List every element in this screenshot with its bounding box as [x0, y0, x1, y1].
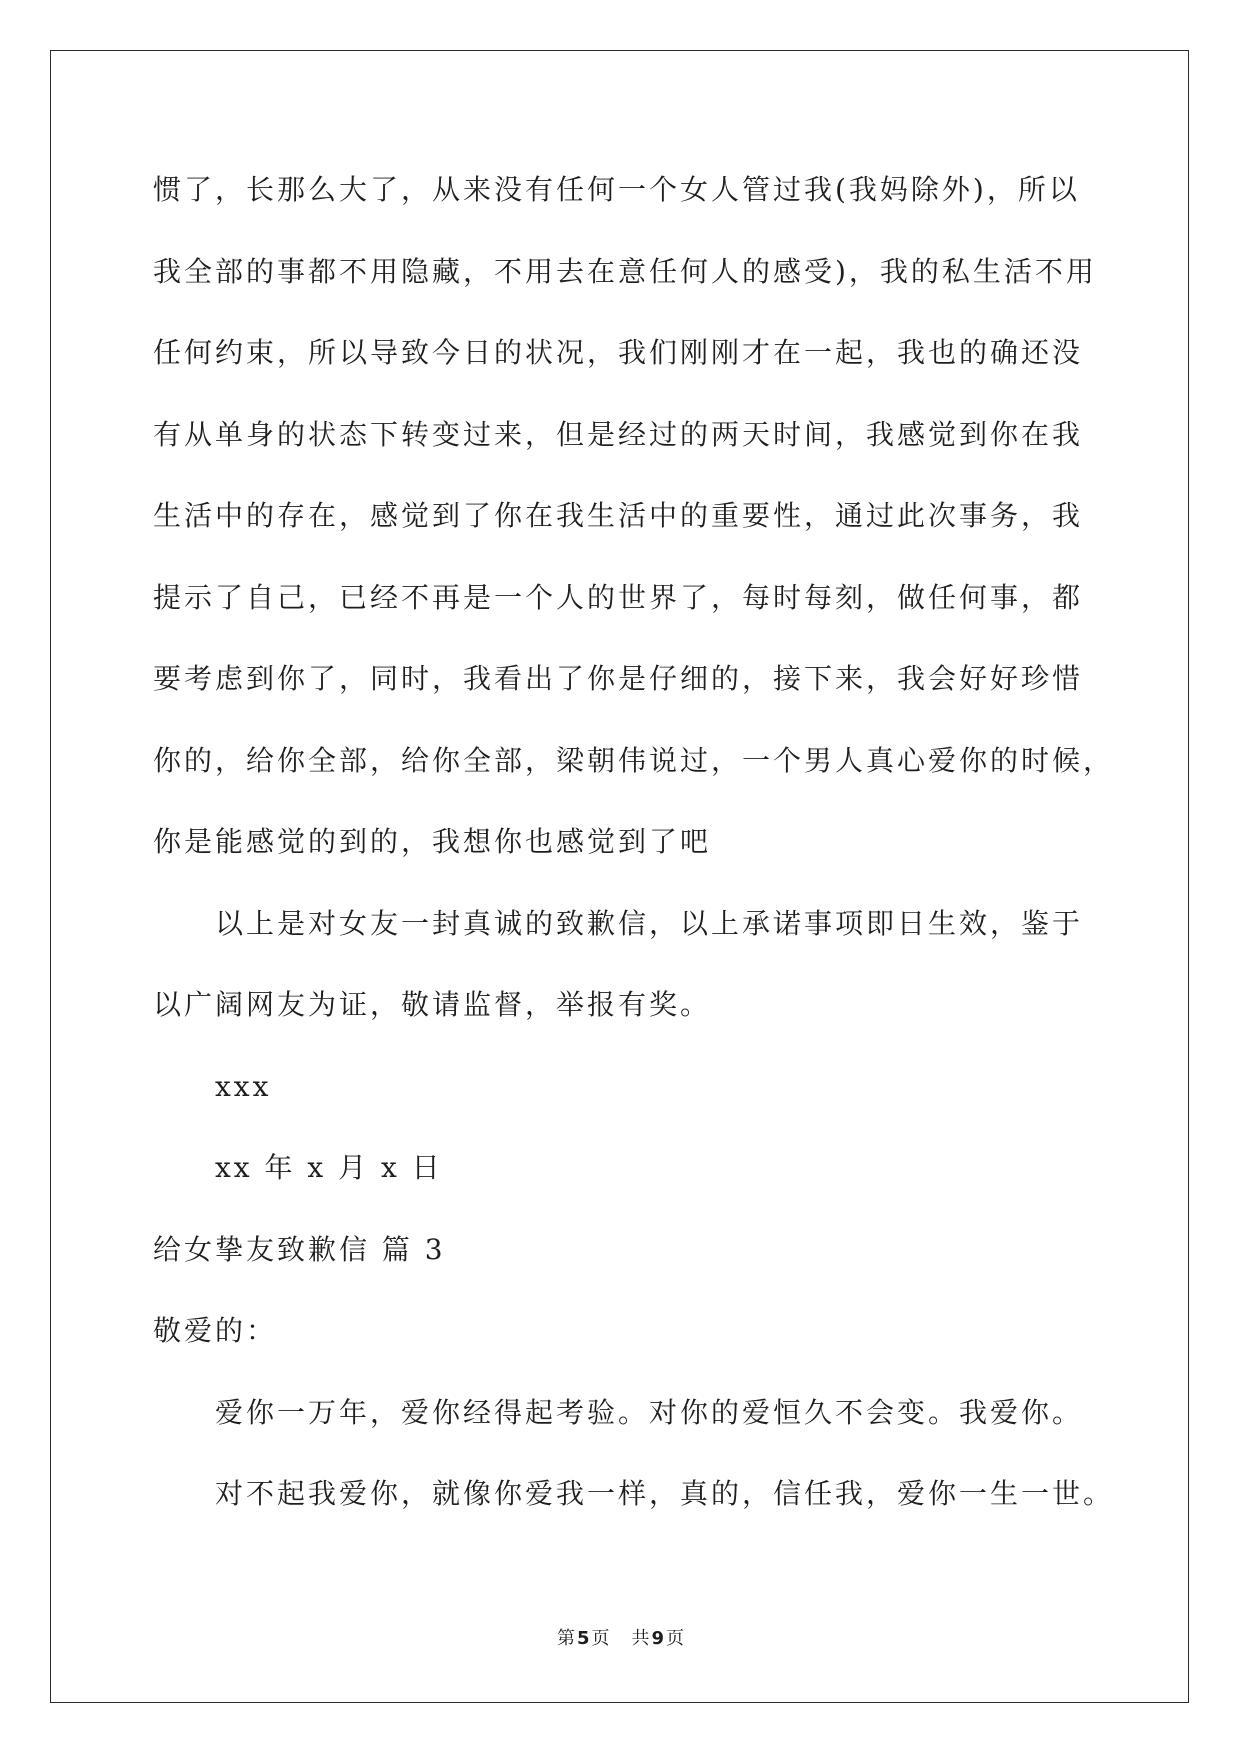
body-line: 我全部的事都不用隐藏，不用去在意任何人的感受)，我的私生活不用	[153, 254, 1097, 288]
section-heading: 给女挚友致歉信 篇 3	[153, 1232, 446, 1266]
body-line: 要考虑到你了，同时，我看出了你是仔细的，接下来，我会好好珍惜	[153, 662, 1084, 695]
body-line: 惯了，长那么大了，从来没有任何一个女人管过我(我妈除外)，所以	[153, 173, 1080, 206]
total-pages-number: 9	[651, 1628, 665, 1649]
total-label-prefix: 共	[631, 1628, 650, 1649]
body-line: 你的，给你全部，给你全部，梁朝伟说过，一个男人真心爱你的时候，	[153, 743, 1115, 777]
document-body	[153, 149, 1173, 1535]
date: xx 年 x 月 x 日	[215, 1151, 443, 1184]
body-line: 任何约束，所以导致今日的状况，我们刚刚才在一起，我也的确还没	[153, 336, 1084, 369]
total-label-suffix: 页	[666, 1628, 685, 1649]
page-footer	[0, 1627, 1241, 1651]
closing-paragraph-line: 以广阔网友为证，敬请监督，举报有奖。	[153, 988, 712, 1021]
body-line: 提示了自己，已经不再是一个人的世界了，每时每刻，做任何事，都	[153, 580, 1084, 614]
current-page-number: 5	[576, 1628, 590, 1649]
signature: xxx	[215, 1069, 272, 1103]
page-label-prefix: 第	[556, 1628, 575, 1649]
page-label-suffix: 页	[591, 1628, 610, 1649]
body-line: 你是能感觉的到的，我想你也感觉到了吧	[153, 825, 712, 858]
salutation: 敬爱的：	[153, 1314, 278, 1347]
letter-paragraph: 对不起我爱你，就像你爱我一样，真的，信任我，爱你一生一世。	[215, 1477, 1115, 1510]
letter-paragraph: 爱你一万年，爱你经得起考验。对你的爱恒久不会变。我爱你。	[215, 1395, 1084, 1429]
body-line: 生活中的存在，感觉到了你在我生活中的重要性，通过此次事务，我	[153, 499, 1084, 532]
body-line: 有从单身的状态下转变过来，但是经过的两天时间，我感觉到你在我	[153, 417, 1084, 451]
closing-paragraph-line: 以上是对女友一封真诚的致歉信，以上承诺事项即日生效，鉴于	[215, 906, 1084, 940]
